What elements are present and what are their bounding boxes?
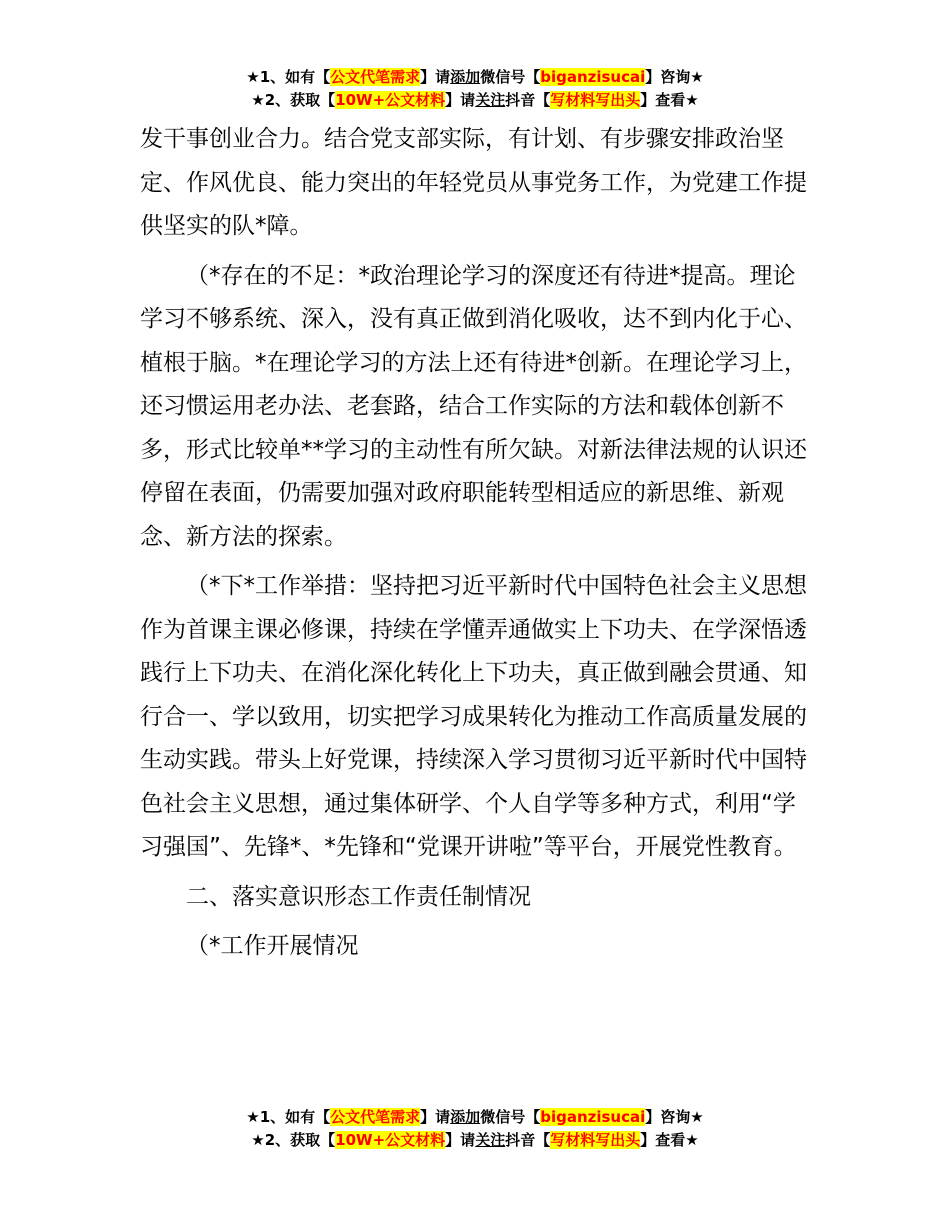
highlight-douyin-id: 写材料写出头 [550, 1131, 641, 1149]
banner-text: 抖音【 [505, 91, 551, 109]
highlight-materials: 10W+公文材料 [335, 1131, 446, 1149]
banner-text: 】查看 [640, 1131, 686, 1149]
star-icon: ★ [685, 91, 699, 109]
highlight-wechat-id: biganzisucai [540, 68, 646, 86]
paragraph-shortcomings: （*存在的不足：*政治理论学习的深度还有待进*提高。理论学习不够系统、深入，没有真正做到消化吸收，达不到内化于心、植根于脑。*在理论学习的方法上还有待进*创新。在理论学习上，还习惯运用老办法、老套路，结合工作实际的方法和载体创新不多，形式比较单**学习的主动性有所欠缺。对新法律法规的认识还停留在表面，仍需要加强对政府职能转型相适应的新思维、新观念、新方法的探索。 [140, 262, 807, 550]
subsection-heading: （*工作开展情况 [186, 933, 359, 959]
banner-text-emphasis: 关注 [475, 91, 506, 109]
document-body [140, 118, 812, 975]
star-icon: ★ [685, 1131, 699, 1149]
paragraph-continuation: 发干事创业合力。结合党支部实际，有计划、有步骤安排政治坚定、作风优良、能力突出的年轻党员从事党务工作，为党建工作提供坚实的队*障。 [140, 126, 807, 239]
banner-text: 微信号【 [480, 1108, 541, 1126]
banner-text: 微信号【 [480, 68, 541, 86]
banner-line-2 [0, 89, 950, 112]
star-icon: ★ [251, 91, 265, 109]
highlight-service: 公文代笔需求 [330, 68, 421, 86]
banner-text: 1、如有【 [259, 68, 331, 86]
highlight-wechat-id: biganzisucai [540, 1108, 646, 1126]
banner-text: 2、获取【 [264, 91, 336, 109]
banner-text: 】请 [420, 1108, 451, 1126]
banner-text: 抖音【 [505, 1131, 551, 1149]
banner-line-2 [0, 1129, 950, 1152]
banner-text-emphasis: 添加 [450, 68, 481, 86]
banner-text-emphasis: 添加 [450, 1108, 481, 1126]
footer-banner [0, 1106, 950, 1152]
star-icon: ★ [246, 68, 260, 86]
highlight-materials: 10W+公文材料 [335, 91, 446, 109]
banner-line-1 [0, 66, 950, 89]
banner-text: 2、获取【 [264, 1131, 336, 1149]
star-icon: ★ [690, 68, 704, 86]
star-icon: ★ [690, 1108, 704, 1126]
banner-text: 】咨询 [645, 68, 691, 86]
star-icon: ★ [251, 1131, 265, 1149]
paragraph-measures: （*下*工作举措：坚持把习近平新时代中国特色社会主义思想作为首课主课必修课，持续在学懂弄通做实上下功夫、在学深悟透践行上下功夫、在消化深化转化上下功夫，真正做到融会贯通、知行合一、学以致用，切实把学习成果转化为推动工作高质量发展的生动实践。带头上好党课，持续深入学习贯彻习近平新时代中国特色社会主义思想，通过集体研学、个人自学等多种方式，利用“学习强国”、先锋*、*先锋和“党课开讲啦”等平台，开展党性教育。 [140, 573, 807, 860]
banner-text: 】咨询 [645, 1108, 691, 1126]
header-banner [0, 66, 950, 112]
highlight-service: 公文代笔需求 [330, 1108, 421, 1126]
banner-text: 】查看 [640, 91, 686, 109]
highlight-douyin-id: 写材料写出头 [550, 91, 641, 109]
section-heading: 二、落实意识形态工作责任制情况 [186, 883, 531, 910]
banner-text-emphasis: 关注 [475, 1131, 506, 1149]
banner-text: 】请 [445, 1131, 476, 1149]
banner-text: 】请 [420, 68, 451, 86]
banner-text: 1、如有【 [259, 1108, 331, 1126]
banner-text: 】请 [445, 91, 476, 109]
banner-line-1 [0, 1106, 950, 1129]
star-icon: ★ [246, 1108, 260, 1126]
